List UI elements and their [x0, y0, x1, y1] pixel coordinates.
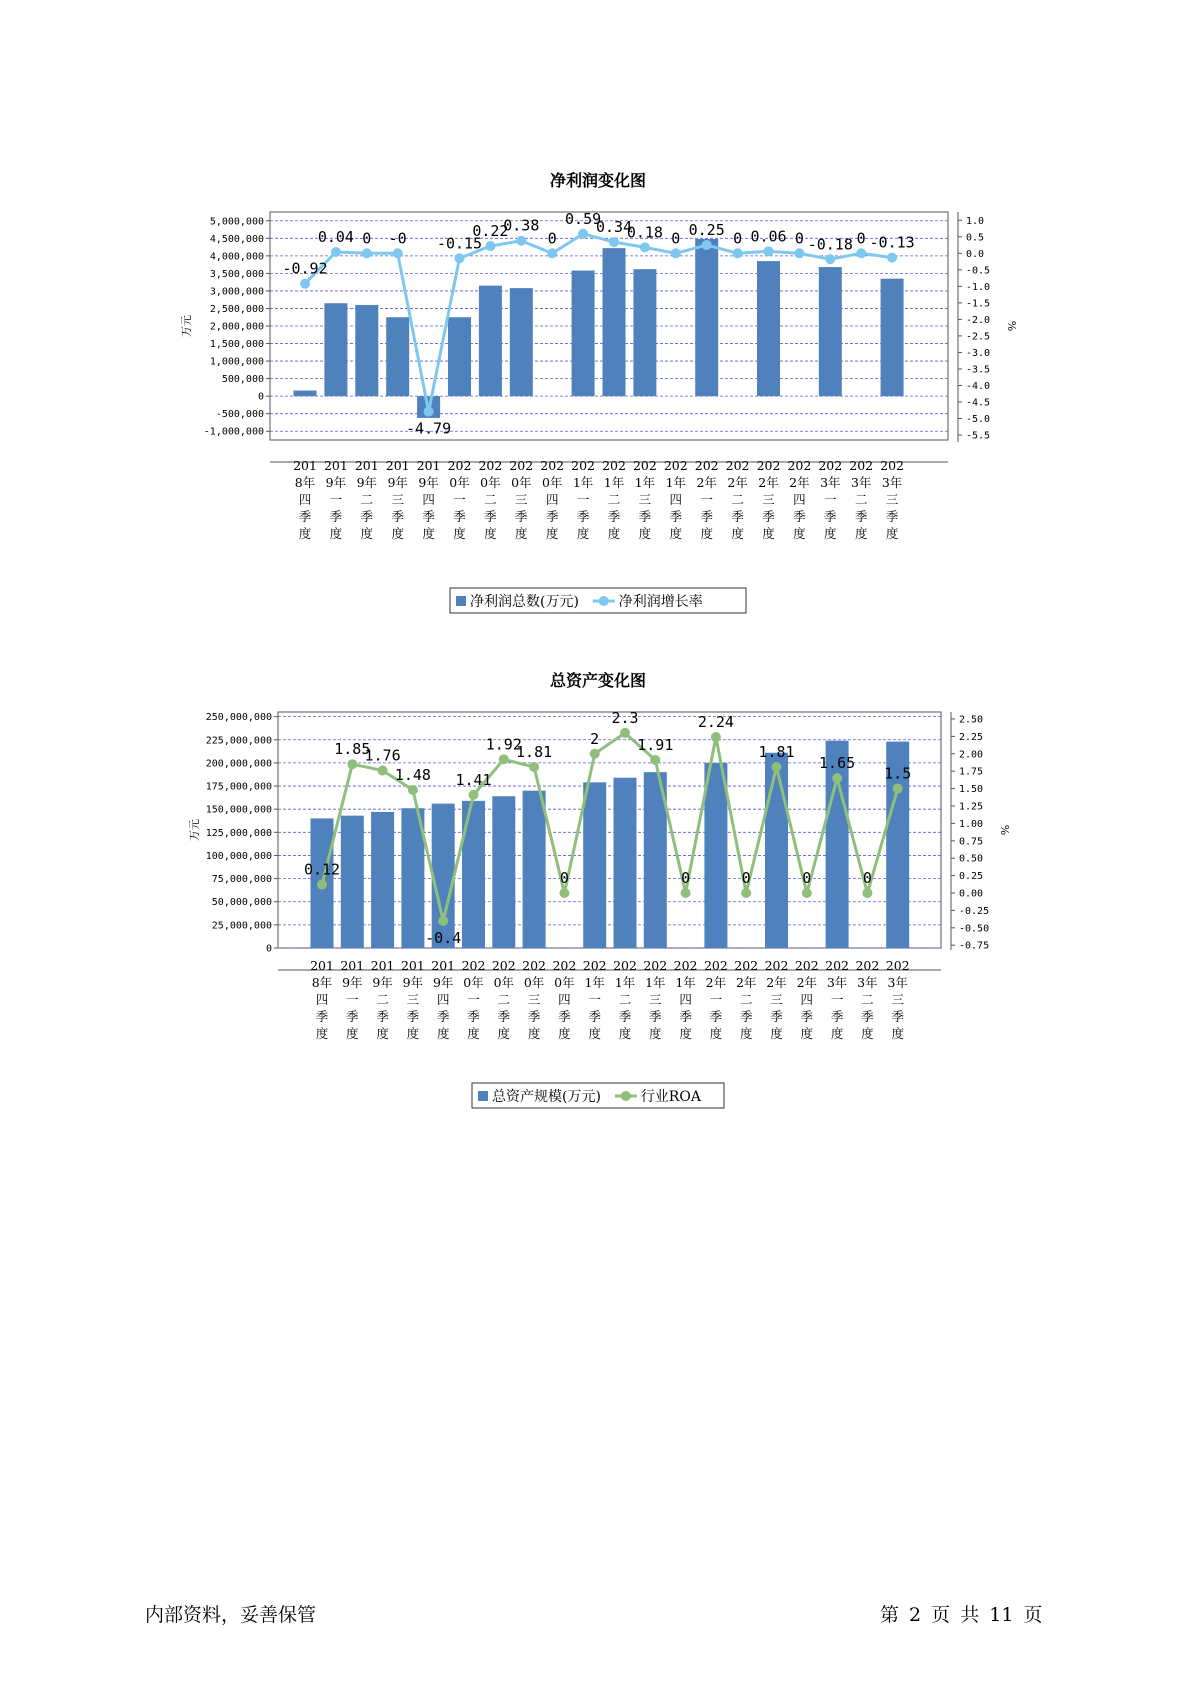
category-label: 201 9年二季度 [370, 958, 395, 1041]
line-point [317, 880, 327, 890]
category-label: 202 3年一季度 [818, 458, 843, 541]
category-label: 201 8年四季度 [310, 958, 334, 1041]
bar [324, 303, 347, 396]
left-tick-label: -1,000,000 [203, 426, 264, 438]
bar [355, 305, 378, 396]
legend-bar-label: 净利润总数(万元) [470, 594, 579, 610]
category-label: 202 1年一季度 [571, 458, 596, 541]
right-tick-label: -3.5 [966, 364, 991, 376]
legend [472, 1083, 724, 1108]
right-tick-label: -5.0 [966, 414, 991, 426]
data-label: 2 [590, 729, 600, 748]
footer-confidential-note: 内部资料，妥善保管 [145, 1604, 317, 1626]
left-tick-label: 5,000,000 [209, 216, 264, 228]
left-tick-label: 1,500,000 [209, 339, 264, 351]
total-assets-chart-svg [0, 650, 1191, 1120]
line-point [893, 784, 903, 794]
left-tick-label: 0 [265, 943, 272, 955]
right-tick-label: -5.5 [966, 430, 991, 442]
right-tick-label: 1.0 [966, 215, 985, 227]
line-point [702, 240, 712, 250]
line-point [469, 790, 479, 800]
bar [386, 317, 409, 396]
category-label: 202 1年二季度 [602, 458, 626, 541]
data-label: -0.4 [425, 928, 462, 947]
bar [523, 791, 546, 948]
data-label: 0.59 [565, 209, 602, 228]
left-axis-label: 万元 [180, 315, 193, 337]
line-point [424, 407, 434, 417]
data-label: 0.04 [317, 227, 354, 246]
bar [819, 267, 842, 396]
right-tick-label: 2.25 [959, 731, 984, 743]
line-point [362, 248, 372, 258]
chart-title: 总资产变化图 [549, 671, 647, 690]
bar [881, 279, 904, 397]
category-label: 202 2年一季度 [703, 958, 728, 1041]
bar [757, 261, 780, 396]
category-label: 201 9年一季度 [323, 458, 348, 541]
data-label: 0.18 [626, 223, 663, 242]
left-tick-label: 50,000,000 [211, 897, 272, 909]
bar [614, 778, 637, 948]
total-assets-chart [0, 650, 1191, 1120]
right-tick-label: 1.25 [959, 801, 984, 813]
line-point [671, 248, 681, 258]
category-label: 202 1年一季度 [582, 958, 607, 1041]
right-tick-label: -0.25 [959, 905, 990, 917]
bar [448, 317, 471, 396]
right-tick-label: 2.50 [959, 714, 984, 726]
bar [583, 782, 606, 948]
category-label: 202 3年一季度 [825, 958, 850, 1041]
line-point [832, 773, 842, 783]
bar [695, 239, 718, 396]
line-point [559, 888, 569, 898]
data-label: 0 [794, 229, 804, 248]
right-tick-label: -1.5 [966, 298, 991, 310]
bar [479, 286, 502, 396]
data-label: 0 [741, 869, 751, 888]
bar [294, 391, 317, 397]
category-label: 202 0年四季度 [552, 958, 577, 1041]
data-label: 0.12 [303, 860, 341, 879]
line-point [578, 229, 588, 239]
bar [704, 763, 727, 948]
data-label: -0 [388, 229, 407, 248]
net-profit-chart [0, 150, 1191, 620]
right-tick-label: 0.00 [959, 888, 984, 900]
data-label: 0 [856, 229, 866, 248]
line-point [438, 916, 448, 926]
line-point [620, 728, 630, 738]
right-tick-label: -0.5 [966, 265, 991, 277]
category-label: 202 0年三季度 [509, 458, 534, 541]
category-label: 202 1年三季度 [643, 958, 668, 1041]
data-label: 1.85 [334, 740, 371, 759]
category-label: 202 0年三季度 [522, 958, 547, 1041]
data-label: 0 [802, 869, 812, 888]
line-point [529, 762, 539, 772]
line-point [408, 785, 418, 795]
data-label: 0.25 [688, 221, 725, 240]
right-tick-label: -4.0 [966, 380, 991, 392]
right-axis-label: % [1005, 320, 1018, 332]
right-tick-label: 0.50 [959, 853, 984, 865]
bar [432, 804, 455, 948]
right-tick-label: 1.75 [959, 766, 984, 778]
right-tick-label: -3.0 [966, 347, 991, 359]
data-label: 2.24 [697, 713, 734, 732]
category-label: 201 9年四季度 [431, 958, 456, 1041]
line-point [802, 888, 812, 898]
category-label: 202 2年三季度 [756, 458, 781, 541]
category-label: 202 0年一季度 [447, 458, 472, 541]
data-label: 2.3 [611, 708, 639, 727]
right-tick-label: -1.0 [966, 281, 991, 293]
bar [510, 288, 533, 396]
line-point [856, 248, 866, 258]
left-tick-label: 1,000,000 [209, 356, 264, 368]
line-point [455, 253, 465, 263]
line-point [825, 254, 835, 264]
data-label: -0.18 [807, 235, 853, 254]
data-label: 0.34 [595, 218, 633, 237]
category-label: 202 3年三季度 [885, 958, 910, 1041]
line-point [331, 247, 341, 257]
left-tick-label: 4,000,000 [209, 251, 264, 263]
bar [765, 753, 788, 948]
line-point [711, 732, 721, 742]
left-tick-label: 200,000,000 [205, 758, 272, 770]
category-label: 202 2年四季度 [794, 958, 819, 1041]
left-tick-label: 125,000,000 [205, 827, 272, 839]
right-tick-label: -2.0 [966, 314, 991, 326]
left-tick-label: 100,000,000 [205, 850, 272, 862]
data-label: -4.79 [406, 419, 452, 438]
bar [492, 796, 515, 948]
legend-line-label: 净利润增长率 [618, 594, 703, 610]
line-point [378, 765, 388, 775]
legend-line-label: 行业ROA [640, 1089, 701, 1105]
data-label: 0 [862, 869, 872, 888]
bar [633, 269, 656, 396]
right-tick-label: 0.0 [966, 248, 985, 260]
data-label: 1.91 [637, 736, 674, 755]
data-label: 0 [559, 869, 569, 888]
category-label: 202 2年三季度 [764, 958, 789, 1041]
legend-line-marker [621, 1091, 631, 1101]
line-point [590, 749, 600, 759]
line-point [609, 237, 619, 247]
right-tick-label: 1.00 [959, 818, 984, 830]
line-point [772, 762, 782, 772]
right-tick-label: -4.5 [966, 397, 991, 409]
data-label: 0 [733, 229, 743, 248]
category-label: 202 3年二季度 [855, 958, 880, 1041]
line-point [547, 248, 557, 258]
data-label: 1.81 [516, 742, 553, 761]
right-tick-label: -0.75 [959, 940, 990, 952]
data-label: -0.92 [282, 259, 328, 278]
bar [371, 812, 394, 948]
line-point [347, 759, 357, 769]
data-label: 1.5 [884, 764, 912, 783]
line-point [733, 248, 743, 258]
data-label: 1.48 [394, 765, 431, 784]
category-label: 202 2年一季度 [694, 458, 719, 541]
line-point [393, 248, 403, 258]
legend-bar-label: 总资产规模(万元) [492, 1089, 601, 1105]
category-label: 201 8年四季度 [293, 458, 317, 541]
left-tick-label: 3,500,000 [209, 268, 264, 280]
legend-line-marker [599, 596, 609, 606]
data-label: 0.06 [750, 227, 787, 246]
line-point [887, 253, 897, 263]
footer-page-number: 第 2 页 共 11 页 [880, 1604, 1043, 1626]
data-label: 1.92 [485, 735, 522, 754]
category-label: 202 0年一季度 [461, 958, 486, 1041]
data-label: 0 [681, 869, 691, 888]
right-axis-label: % [998, 824, 1011, 836]
left-tick-label: 2,500,000 [209, 303, 264, 315]
category-label: 202 2年二季度 [734, 958, 759, 1041]
category-label: 201 9年一季度 [340, 958, 365, 1041]
net-profit-chart-svg [0, 150, 1191, 620]
line-point [681, 888, 691, 898]
data-label: 0 [671, 229, 681, 248]
line-point [862, 888, 872, 898]
category-label: 202 0年四季度 [540, 458, 565, 541]
line-point [499, 754, 509, 764]
bar [341, 816, 364, 948]
legend-bar-swatch [456, 596, 466, 606]
right-tick-label: 0.5 [966, 232, 985, 244]
data-label: 0.38 [503, 216, 540, 235]
legend-bar-swatch [478, 1091, 488, 1101]
category-label: 202 3年二季度 [849, 458, 874, 541]
category-label: 201 9年三季度 [400, 958, 425, 1041]
category-label: 201 9年四季度 [416, 458, 441, 541]
line-point [300, 279, 310, 289]
left-tick-label: 150,000,000 [205, 804, 272, 816]
data-label: 0 [547, 229, 557, 248]
data-label: 0.22 [472, 222, 509, 241]
data-label: -0.15 [436, 234, 483, 253]
right-tick-label: 1.50 [959, 784, 984, 796]
left-tick-label: 2,000,000 [209, 321, 264, 333]
bar [603, 248, 626, 396]
line-point [485, 241, 495, 251]
category-label: 202 2年四季度 [787, 458, 812, 541]
right-tick-label: 2.00 [959, 749, 984, 761]
category-label: 202 0年二季度 [478, 458, 503, 541]
left-tick-label: 500,000 [221, 374, 264, 386]
legend [450, 588, 746, 613]
chart-title: 净利润变化图 [549, 171, 647, 190]
data-label: 1.81 [758, 742, 795, 761]
left-tick-label: 250,000,000 [205, 712, 272, 724]
category-label: 202 0年二季度 [491, 958, 516, 1041]
data-label: -0.13 [869, 233, 915, 252]
line-point [650, 755, 660, 765]
category-label: 202 3年三季度 [880, 458, 905, 541]
left-axis-label: 万元 [188, 819, 201, 841]
bar [572, 271, 595, 397]
data-label: 1.76 [364, 746, 401, 765]
line-point [794, 248, 804, 258]
category-label: 201 9年三季度 [385, 458, 410, 541]
left-tick-label: 25,000,000 [211, 920, 272, 932]
data-label: 1.41 [455, 770, 492, 789]
right-tick-label: -2.5 [966, 331, 991, 343]
data-label: 1.65 [819, 754, 856, 773]
left-tick-label: 225,000,000 [205, 735, 272, 747]
category-label: 202 1年三季度 [632, 458, 657, 541]
line-point [741, 888, 751, 898]
left-tick-label: -500,000 [215, 409, 264, 421]
right-tick-label: -0.50 [959, 923, 990, 935]
left-tick-label: 4,500,000 [209, 233, 264, 245]
right-tick-label: 0.25 [959, 871, 984, 883]
left-tick-label: 0 [257, 391, 264, 403]
left-tick-label: 3,000,000 [209, 286, 264, 298]
line-point [764, 246, 774, 256]
category-label: 202 1年二季度 [613, 958, 637, 1041]
category-label: 202 1年四季度 [673, 958, 698, 1041]
left-tick-label: 175,000,000 [205, 781, 272, 793]
line-point [516, 236, 526, 246]
category-label: 201 9年二季度 [354, 458, 379, 541]
category-label: 202 2年二季度 [725, 458, 750, 541]
left-tick-label: 75,000,000 [211, 874, 272, 886]
category-label: 202 1年四季度 [663, 458, 688, 541]
data-label: 0 [362, 229, 372, 248]
right-tick-label: 0.75 [959, 836, 984, 848]
line-point [640, 242, 650, 252]
